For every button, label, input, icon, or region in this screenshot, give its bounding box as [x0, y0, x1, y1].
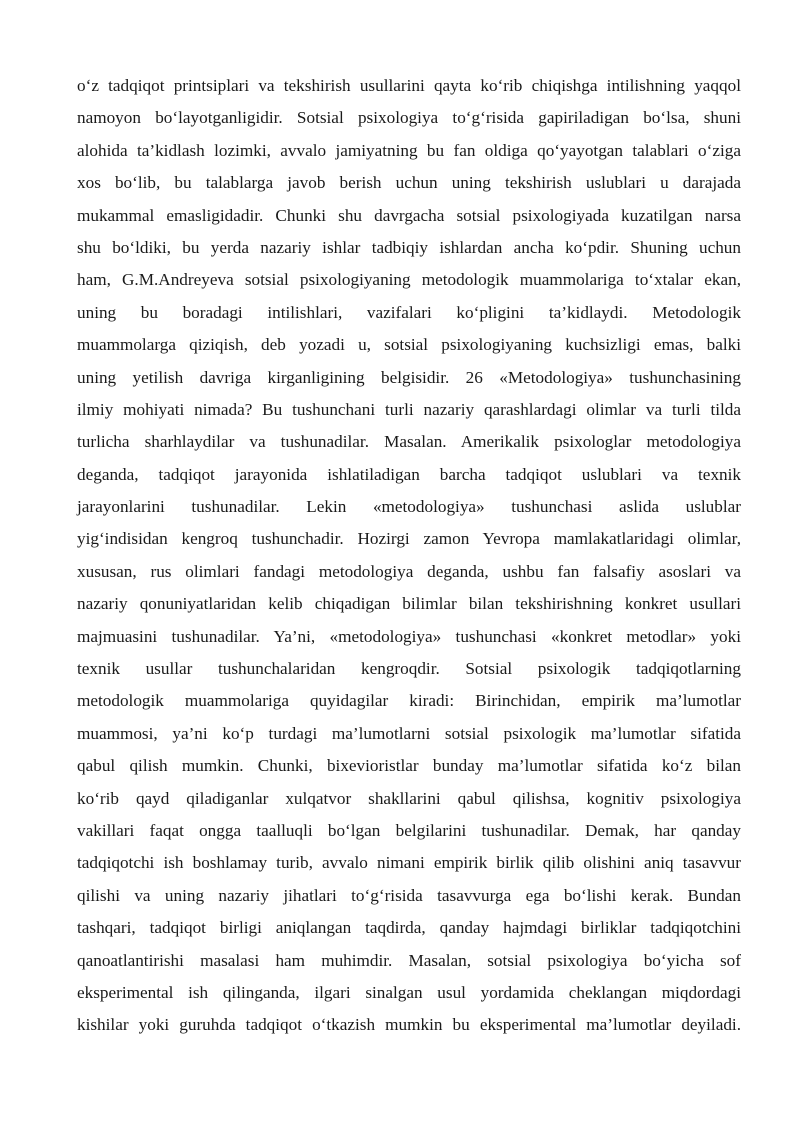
text-line: qabul qilish mumkin. Chunki, bixevioristlar bunday ma’lumotlar sifatida ko‘z bilan: [77, 756, 741, 776]
text-line: majmuasini tushunadilar. Ya’ni, «metodologiya» tushunchasi «konkret metodlar» yoki: [77, 626, 741, 646]
text-line: o‘z tadqiqot printsiplari va tekshirish usullarini qayta ko‘rib chiqishga intilishning yaqqol: [77, 76, 741, 95]
text-line: qanoatlantirishi masalasi ham muhimdir. Masalan, sotsial psixologiya bo‘yicha sof: [77, 950, 741, 970]
text-line: metodologik muammolariga quyidagilar kiradi: Birinchidan, empirik ma’lumotlar: [77, 691, 741, 711]
text-line: namoyon bo‘layotganligidir. Sotsial psixologiya to‘g‘risida gapiriladigan bo‘lsa, shuni: [77, 108, 741, 128]
text-line: texnik usullar tushunchalaridan kengroqdir. Sotsial psixologik tadqiqotlarning: [77, 659, 741, 679]
text-line: xususan, rus olimlari fandagi metodologiya deganda, ushbu fan falsafiy asoslari va: [77, 561, 741, 581]
text-line: mukammal emasligidadir. Chunki shu davrgacha sotsial psixologiyada kuzatilgan narsa: [77, 205, 741, 225]
text-line: tadqiqotchi ish boshlamay turib, avvalo nimani empirik birlik qilib olishini aniq tasavvur: [77, 853, 741, 873]
text-line: tashqari, tadqiqot birligi aniqlangan taqdirda, qanday hajmdagi birliklar tadqiqotchini: [77, 918, 741, 938]
text-line: uning bu boradagi intilishlari, vazifalari ko‘pligini ta’kidlaydi. Metodologik: [77, 302, 741, 322]
text-line: deganda, tadqiqot jarayonida ishlatiladigan barcha tadqiqot uslublari va texnik: [77, 464, 741, 484]
document-page: [77, 70, 741, 1042]
text-line: eksperimental ish qilinganda, ilgari sinalgan usul yordamida cheklangan miqdordagi: [77, 982, 741, 1002]
text-line: yig‘indisidan kengroq tushunchadir. Hozirgi zamon Yevropa mamlakatlaridagi olimlar,: [77, 529, 741, 549]
text-line: turlicha sharhlaydilar va tushunadilar. Masalan. Amerikalik psixologlar metodologiya: [77, 432, 741, 452]
text-line: xos bo‘lib, bu talablarga javob berish uchun uning tekshirish uslublari u darajada: [77, 173, 741, 193]
text-line: jarayonlarini tushunadilar. Lekin «metodologiya» tushunchasi aslida uslublar: [77, 497, 741, 517]
text-line: muammosi, ya’ni ko‘p turdagi ma’lumotlarni sotsial psixologik ma’lumotlar sifatida: [77, 723, 741, 743]
text-line: ham, G.M.Andreyeva sotsial psixologiyaning metodologik muammolariga to‘xtalar ekan,: [77, 270, 741, 290]
text-line: shu bo‘ldiki, bu yerda nazariy ishlar tadbiqiy ishlardan ancha ko‘pdir. Shuning uchun: [77, 237, 741, 257]
text-line: qilishi va uning nazariy jihatlari to‘g‘risida tasavvurga ega bo‘lishi kerak. Bundan: [77, 885, 741, 905]
text-line: muammolarga qiziqish, deb yozadi u, sotsial psixologiyaning kuchsizligi emas, balki: [77, 335, 741, 355]
text-line: uning yetilish davriga kirganligining belgisidir. 26 «Metodologiya» tushunchasining: [77, 367, 741, 387]
text-line: nazariy qonuniyatlaridan kelib chiqadigan bilimlar bilan tekshirishning konkret usullari: [77, 594, 741, 614]
text-line: kishilar yoki guruhda tadqiqot o‘tkazish mumkin bu eksperimental ma’lumotlar deyiladi.: [77, 1015, 741, 1035]
text-line: ko‘rib qayd qiladiganlar xulqatvor shakllarini qabul qilishsa, kognitiv psixologiya: [77, 788, 741, 808]
text-line: alohida ta’kidlash lozimki, avvalo jamiyatning bu fan oldiga qo‘yayotgan talablari o‘ziga: [77, 140, 741, 160]
text-line: vakillari faqat ongga taalluqli bo‘lgan belgilarini tushunadilar. Demak, har qanday: [77, 820, 741, 840]
text-line: ilmiy mohiyati nimada? Bu tushunchani turli nazariy qarashlardagi olimlar va turli tilda: [77, 399, 741, 419]
